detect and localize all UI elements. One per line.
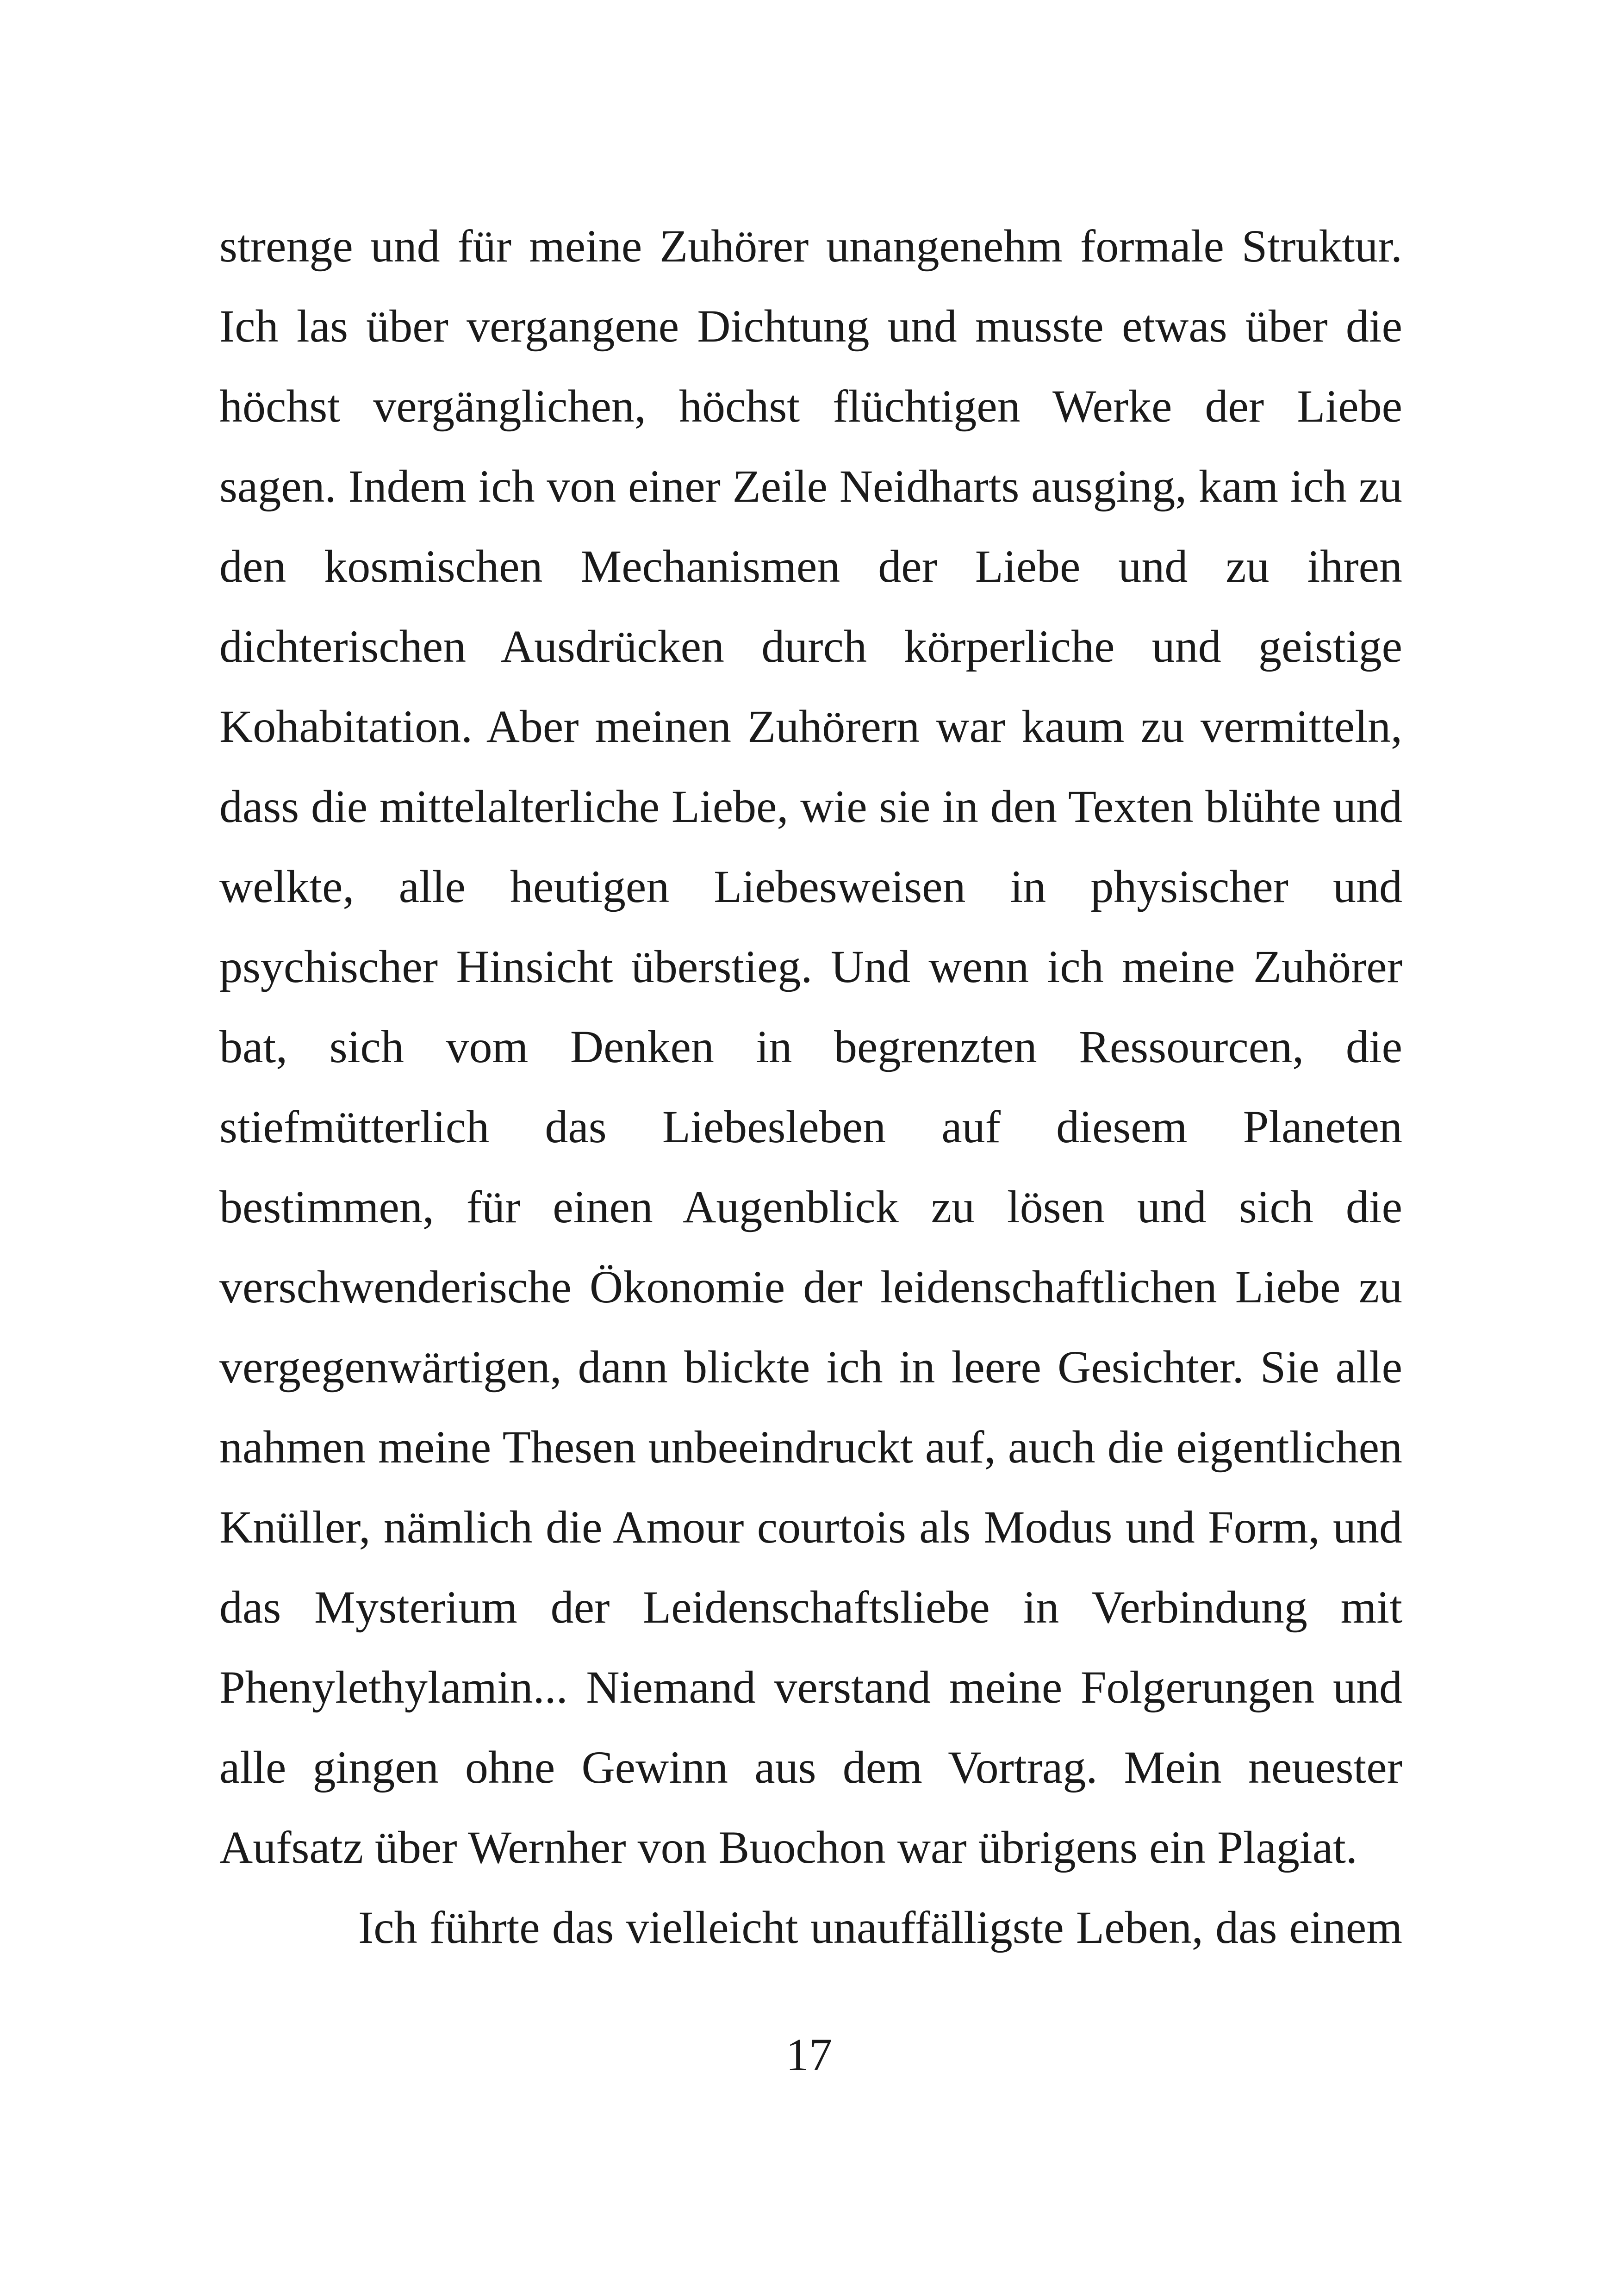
- text-line: Phenylethylamin... Niemand verstand meine Folgerungen und: [219, 1661, 1402, 1713]
- text-line: dichterischen Ausdrücken durch körperliche und geistige: [219, 621, 1402, 672]
- text-line: Knüller, nämlich die Amour courtois als Modus und Form, und: [219, 1501, 1402, 1553]
- text-line: stiefmütterlich das Liebesleben auf diesem Planeten: [219, 1101, 1402, 1152]
- text-line: bestimmen, für einen Augenblick zu lösen und sich die: [219, 1181, 1402, 1232]
- text-line: dass die mittelalterliche Liebe, wie sie in den Texten blühte und: [219, 781, 1402, 832]
- text-line: bat, sich vom Denken in begrenzten Ressourcen, die: [219, 1021, 1402, 1072]
- text-line: welkte, alle heutigen Liebesweisen in physischer und: [219, 861, 1402, 912]
- body-text: [219, 206, 1402, 1967]
- text-line: psychischer Hinsicht überstieg. Und wenn ich meine Zuhörer: [219, 941, 1402, 992]
- text-line: den kosmischen Mechanismen der Liebe und zu ihren: [219, 541, 1402, 592]
- text-line: verschwenderische Ökonomie der leidenschaftlichen Liebe zu: [219, 1261, 1402, 1313]
- text-line: Ich las über vergangene Dichtung und musste etwas über die: [219, 300, 1402, 352]
- text-line: vergegenwärtigen, dann blickte ich in leere Gesichter. Sie alle: [219, 1341, 1402, 1393]
- text-line: strenge und für meine Zuhörer unangenehm formale Struktur.: [219, 220, 1402, 272]
- text-line: Kohabitation. Aber meinen Zuhörern war kaum zu vermitteln,: [219, 701, 1402, 752]
- text-line: sagen. Indem ich von einer Zeile Neidharts ausging, kam ich zu: [219, 460, 1402, 512]
- page-number: 17: [786, 2029, 832, 2080]
- paragraph-start-line: Ich führte das vielleicht unauffälligste Leben, das einem: [358, 1902, 1402, 1953]
- text-line: das Mysterium der Leidenschaftsliebe in Verbindung mit: [219, 1581, 1402, 1633]
- text-line: nahmen meine Thesen unbeeindruckt auf, auch die eigentlichen: [219, 1421, 1402, 1473]
- paragraph-end-line: Aufsatz über Wernher von Buochon war übrigens ein Plagiat.: [219, 1822, 1357, 1873]
- text-line: alle gingen ohne Gewinn aus dem Vortrag. Mein neuester: [219, 1742, 1402, 1793]
- text-line: höchst vergänglichen, höchst flüchtigen Werke der Liebe: [219, 380, 1402, 432]
